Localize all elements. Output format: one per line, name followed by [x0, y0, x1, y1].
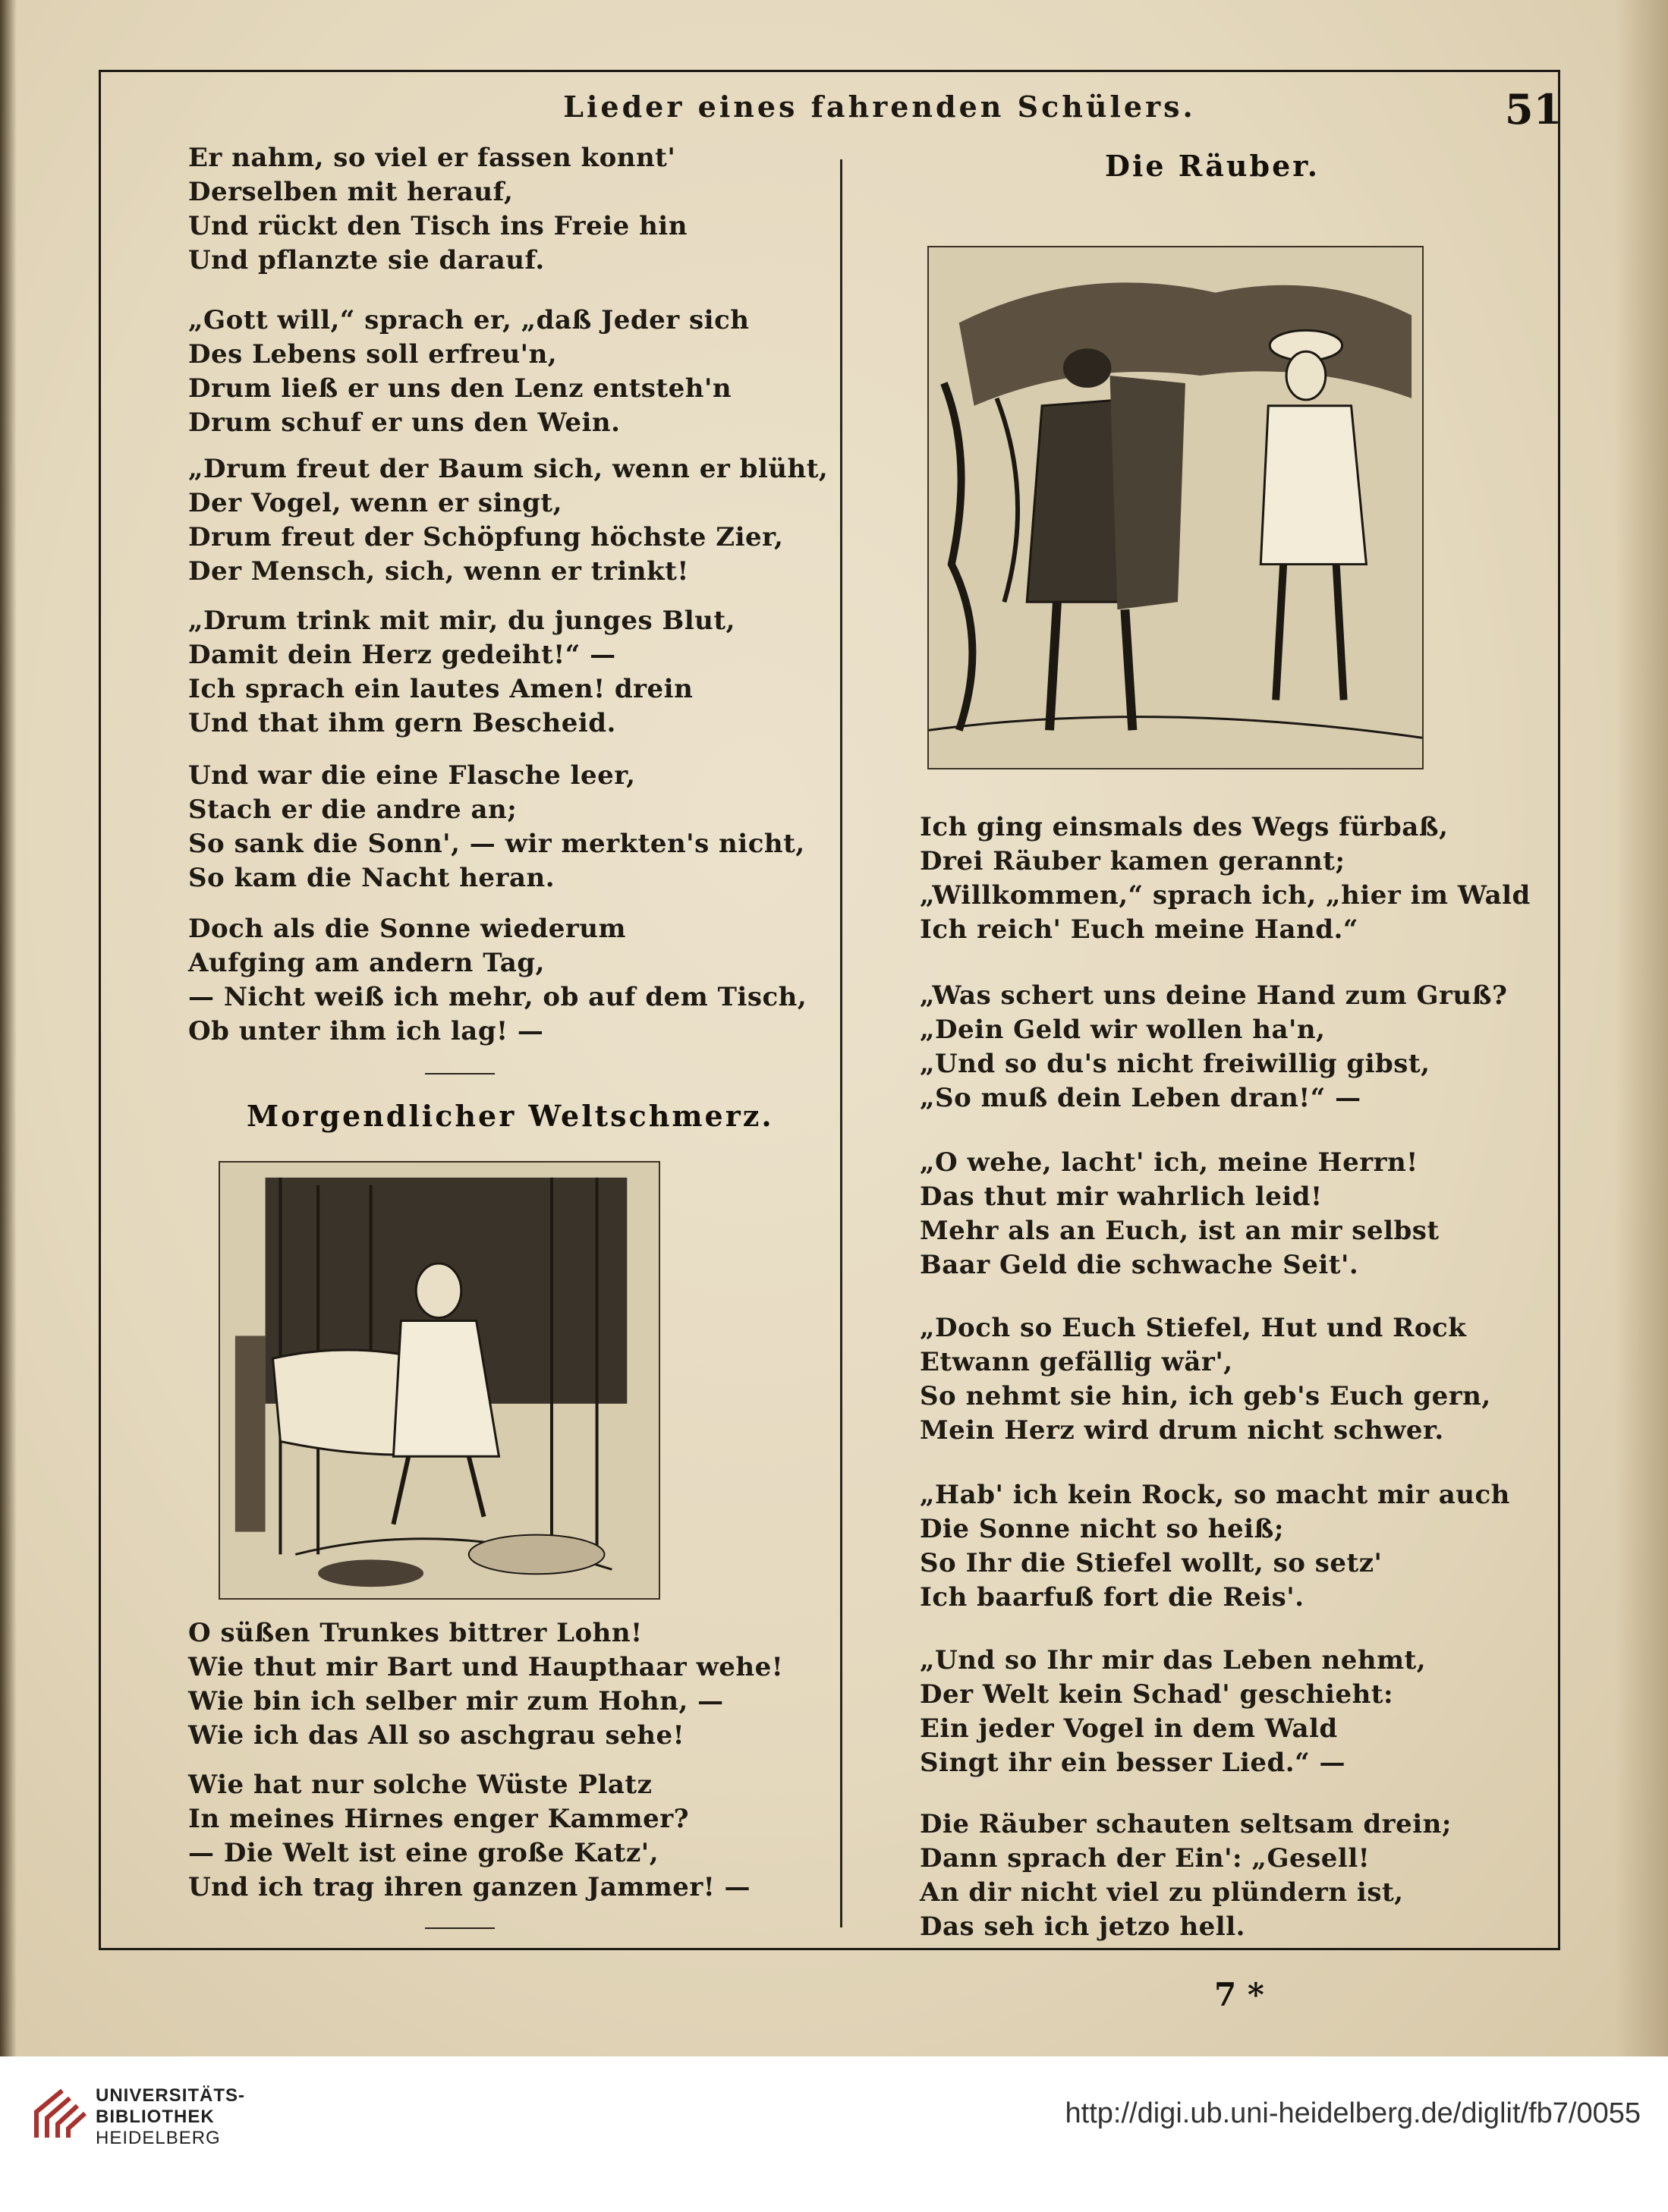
running-head: Lieder eines fahrenden Schülers. [563, 90, 1196, 124]
verse-line: Und rückt den Tisch ins Freie hin [188, 211, 688, 241]
verse-line: Das thut mir wahrlich leid! [920, 1182, 1323, 1212]
page-number: 51 [1505, 85, 1563, 134]
verse-line: „Drum freut der Baum sich, wenn er blüht, [188, 454, 829, 484]
verse-line: Mein Herz wird drum nicht schwer. [920, 1415, 1444, 1446]
verse-line: Wie hat nur solche Wüste Platz [188, 1770, 653, 1800]
verse-line: Doch als die Sonne wiederum [188, 914, 626, 944]
stanza [188, 304, 750, 440]
verse-line: Derselben mit herauf, [188, 177, 514, 207]
verse-line: „Hab' ich kein Rock, so macht mir auch [920, 1480, 1510, 1510]
verse-line: Wie bin ich selber mir zum Hohn, — [188, 1686, 724, 1716]
stanza [920, 1808, 1452, 1944]
verse-line: Ich reich' Euch meine Hand.“ [920, 914, 1358, 945]
poem-title: Morgendlicher Weltschmerz. [247, 1099, 774, 1133]
stanza [920, 1644, 1426, 1780]
verse-line: „Gott will,“ sprach er, „daß Jeder sich [188, 305, 750, 335]
verse-line: „Was schert uns deine Hand zum Gruß? [920, 980, 1508, 1011]
gutter-shadow [0, 0, 17, 2056]
verse-line: Und pflanzte sie darauf. [188, 245, 545, 275]
verse-line: So nehmt sie hin, ich geb's Euch gern, [920, 1381, 1491, 1411]
stanza [188, 759, 805, 895]
verse-line: An dir nicht viel zu plündern ist, [920, 1877, 1404, 1908]
robbers-woodcut-illustration [927, 246, 1424, 769]
verse-line: So sank die Sonn', — wir merkten's nicht, [188, 829, 805, 859]
poem-title: Die Räuber. [1105, 149, 1320, 183]
edge-shadow [1615, 0, 1668, 2056]
viewer-footer [0, 2056, 1668, 2212]
verse-line: In meines Hirnes enger Kammer? [188, 1804, 690, 1834]
verse-line: Drum ließ er uns den Lenz entsteh'n [188, 373, 732, 404]
verse-line: Und that ihm gern Bescheid. [188, 708, 616, 738]
verse-line: Ob unter ihm ich lag! — [188, 1016, 544, 1046]
verse-line: Der Vogel, wenn er singt, [188, 488, 562, 518]
verse-line: So kam die Nacht heran. [188, 863, 555, 893]
verse-line: „Doch so Euch Stiefel, Hut und Rock [920, 1313, 1467, 1343]
verse-line: — Nicht weiß ich mehr, ob auf dem Tisch, [188, 982, 807, 1012]
stanza [920, 1311, 1491, 1448]
verse-line: O süßen Trunkes bittrer Lohn! [188, 1618, 643, 1648]
verse-line: Stach er die andre an; [188, 794, 518, 825]
section-rule [425, 1073, 495, 1075]
library-name-line: HEIDELBERG [96, 2128, 221, 2148]
verse-line: Singt ihr ein besser Lied.“ — [920, 1748, 1346, 1778]
stanza [188, 912, 807, 1049]
verse-line: Der Mensch, sich, wenn er trinkt! [188, 556, 689, 587]
stanza [920, 979, 1507, 1115]
verse-line: Damit dein Herz gedeiht!“ — [188, 640, 616, 670]
section-rule [425, 1927, 495, 1929]
verse-line: So Ihr die Stiefel wollt, so setz' [920, 1548, 1383, 1578]
stanza [920, 810, 1531, 947]
verse-line: Wie thut mir Bart und Haupthaar wehe! [188, 1652, 784, 1682]
verse-line: Etwann gefällig wär', [920, 1347, 1233, 1377]
verse-line: Wie ich das All so aschgrau sehe! [188, 1720, 685, 1751]
verse-line: „So muß dein Leben dran!“ — [920, 1083, 1361, 1113]
verse-line: Aufging am andern Tag, [188, 948, 545, 978]
library-name-line: UNIVERSITÄTS- [96, 2085, 246, 2106]
stanza [188, 1616, 783, 1753]
verse-line: Ein jeder Vogel in dem Wald [920, 1713, 1338, 1744]
verse-line: Er nahm, so viel er fassen konnt' [188, 143, 676, 173]
verse-line: Drum freut der Schöpfung höchste Zier, [188, 522, 784, 552]
verse-line: Und ich trag ihren ganzen Jammer! — [188, 1872, 751, 1902]
verse-line: Ich baarfuß fort die Reis'. [920, 1582, 1305, 1613]
verse-line: Die Räuber schauten seltsam drein; [920, 1809, 1452, 1839]
verse-line: Und war die eine Flasche leer, [188, 760, 636, 791]
verse-line: Der Welt kein Schad' geschieht: [920, 1679, 1394, 1710]
verse-line: Des Lebens soll erfreu'n, [188, 339, 558, 370]
verse-line: „Und so Ihr mir das Leben nehmt, [920, 1645, 1427, 1676]
verse-line: Das seh ich jetzo hell. [920, 1912, 1245, 1942]
verse-line: Ich sprach ein lautes Amen! drein [188, 674, 694, 704]
verse-line: „O wehe, lacht' ich, meine Herrn! [920, 1147, 1418, 1178]
verse-line: Mehr als an Euch, ist an mir selbst [920, 1216, 1440, 1246]
stanza [188, 1768, 751, 1905]
verse-line: Dann sprach der Ein': „Gesell! [920, 1843, 1371, 1874]
verse-line: „Und so du's nicht freiwillig gibst, [920, 1049, 1430, 1079]
signature-mark: 7 * [1214, 1976, 1264, 2013]
stanza [188, 604, 735, 741]
verse-line: „Willkommen,“ sprach ich, „hier im Wald [920, 880, 1531, 911]
verse-line: „Dein Geld wir wollen ha'n, [920, 1015, 1326, 1045]
verse-line: Die Sonne nicht so heiß; [920, 1514, 1284, 1544]
permalink-url[interactable]: http://digi.ub.uni-heidelberg.de/diglit/fb7/0055 [1065, 2097, 1641, 2129]
verse-line: Drum schuf er uns den Wein. [188, 407, 621, 438]
column-divider [840, 159, 842, 1927]
verse-line: „Drum trink mit mir, du junges Blut, [188, 606, 735, 636]
morning-hangover-woodcut-illustration [219, 1161, 660, 1600]
library-name-line: BIBLIOTHEK [96, 2107, 215, 2127]
stanza [188, 141, 688, 278]
stanza [920, 1478, 1510, 1615]
verse-line: Drei Räuber kamen gerannt; [920, 846, 1345, 876]
verse-line: Baar Geld die schwache Seit'. [920, 1250, 1359, 1280]
verse-line: Ich ging einsmals des Wegs fürbaß, [920, 812, 1449, 842]
stanza [920, 1146, 1440, 1282]
verse-line: — Die Welt ist eine große Katz', [188, 1838, 659, 1868]
stanza [188, 452, 828, 589]
university-library-logo-icon [27, 2081, 93, 2147]
